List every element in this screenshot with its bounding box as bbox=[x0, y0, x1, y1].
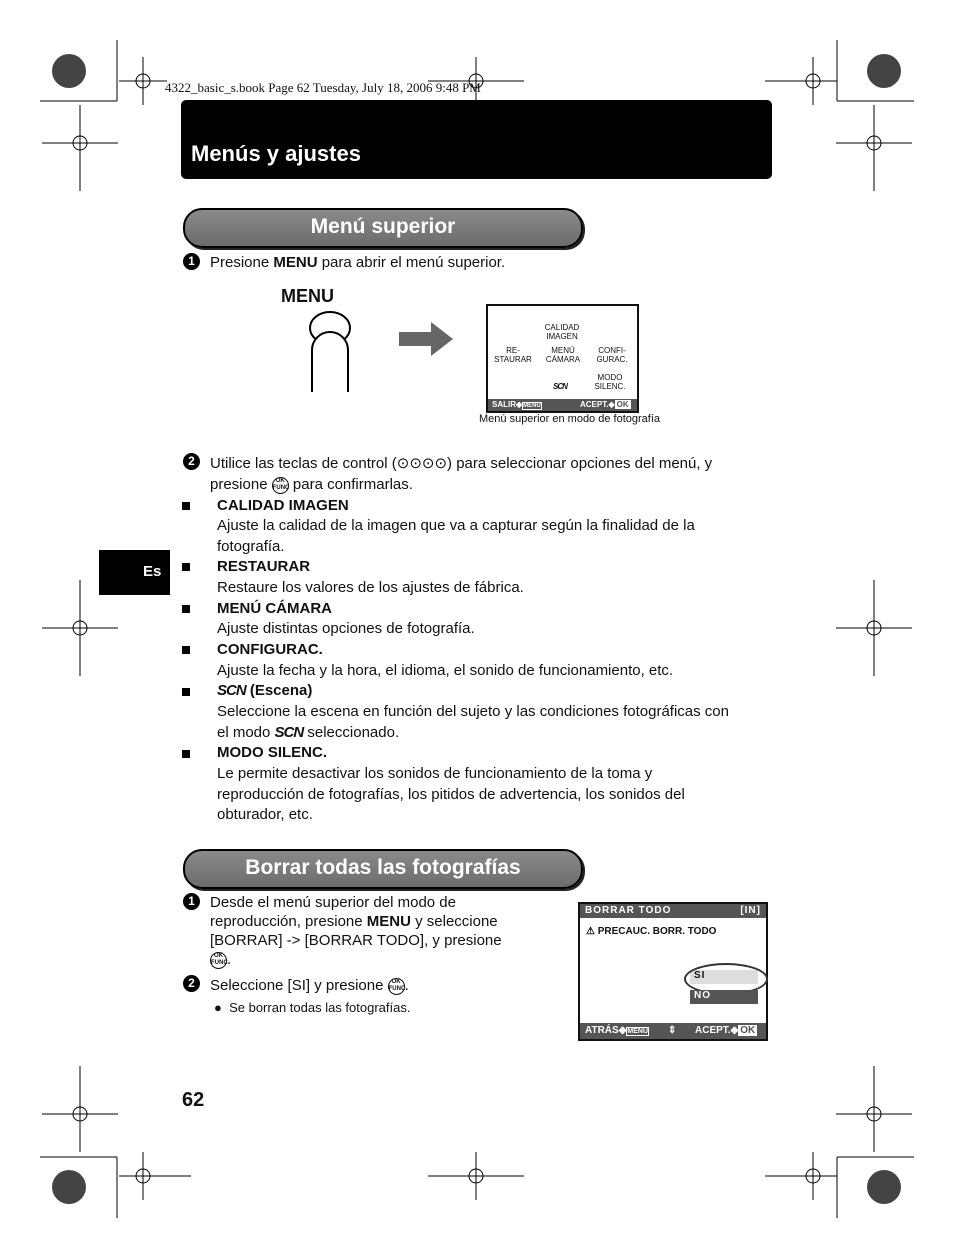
lcd-configurac: CONFI-GURAC. bbox=[596, 346, 628, 364]
ok-func-icon: OK FUNC bbox=[388, 978, 405, 995]
step-number: 2 bbox=[183, 975, 200, 992]
arrow-keys-icon: ⊙⊙⊙⊙ bbox=[396, 455, 448, 472]
menu-button-label: MENU bbox=[281, 286, 334, 306]
delete-all-lcd bbox=[578, 902, 768, 1041]
chapter-title-bar bbox=[181, 100, 772, 179]
chapter-title: Menús y ajustes bbox=[191, 141, 361, 166]
top-menu-lcd bbox=[486, 304, 639, 413]
lcd-footer: SALIR◆MENU ACEPT.◆ OK bbox=[488, 399, 637, 411]
step1-text: Presione MENU para abrir el menú superior. bbox=[210, 254, 506, 271]
step2-text: Utilice las teclas de control (⊙⊙⊙⊙) para seleccionar opciones del menú, y presione OK FUNC para confirmarlas. bbox=[210, 455, 713, 493]
menu-button-icon bbox=[300, 306, 360, 392]
lcd-modo-silenc: MODO SILENC. bbox=[594, 373, 626, 391]
section-heading-borrar-todas: Borrar todas las fotografías bbox=[183, 849, 583, 889]
lcd-calidad: CALIDAD IMAGEN bbox=[544, 323, 580, 341]
ok-func-icon: OK FUNC bbox=[272, 477, 289, 494]
step-number: 1 bbox=[183, 253, 200, 270]
language-tab: Es bbox=[99, 550, 170, 595]
figure-caption: Menú superior en modo de fotografía bbox=[479, 413, 661, 425]
step-number: 2 bbox=[183, 453, 200, 470]
menu-word: MENU bbox=[273, 254, 318, 271]
item-title: MENÚ CÁMARA bbox=[217, 600, 332, 617]
item-title: SCN (Escena) bbox=[217, 682, 313, 699]
warning-text: ⚠ PRECAUC. BORR. TODO bbox=[586, 926, 717, 937]
page-number: 62 bbox=[182, 1089, 205, 1111]
item-title: CALIDAD IMAGEN bbox=[217, 497, 349, 514]
s2-step2-text: Seleccione [SI] y presione OK FUNC. bbox=[210, 977, 409, 994]
option-no[interactable]: NO bbox=[690, 990, 758, 1004]
book-meta: 4322_basic_s.book Page 62 Tuesday, July 18, 2006 9:48 PM bbox=[165, 80, 481, 95]
note-bullet: ● Se borran todas las fotografías. bbox=[214, 1000, 411, 1015]
arrow-right-icon bbox=[399, 322, 455, 356]
lcd-footer: ATRÁS◆MENU ⇕ ACEPT.◆ OK bbox=[580, 1023, 766, 1039]
section-heading-menu-superior: Menú superior bbox=[183, 208, 583, 248]
lcd-restaurar: RE-STAURAR bbox=[494, 346, 532, 364]
item-title: RESTAURAR bbox=[217, 558, 311, 575]
item-title: CONFIGURAC. bbox=[217, 641, 323, 658]
warning-icon: ⚠ bbox=[586, 926, 595, 937]
lcd-title-bar: BORRAR TODO [IN] bbox=[580, 904, 766, 918]
lcd-menu-camara: MENÚ CÁMARA bbox=[545, 346, 581, 364]
step-number: 1 bbox=[183, 893, 200, 910]
lcd-scn: SCN bbox=[553, 382, 567, 391]
item-title: MODO SILENC. bbox=[217, 744, 328, 761]
s2-step1-text: Desde el menú superior del modo de reproducción, presione MENU y seleccione [BORRAR] -> [BORRAR TODO], y presione OK FUNC. bbox=[210, 894, 502, 968]
option-si[interactable]: SI bbox=[690, 970, 758, 984]
ok-func-icon: OK FUNC bbox=[210, 952, 227, 969]
